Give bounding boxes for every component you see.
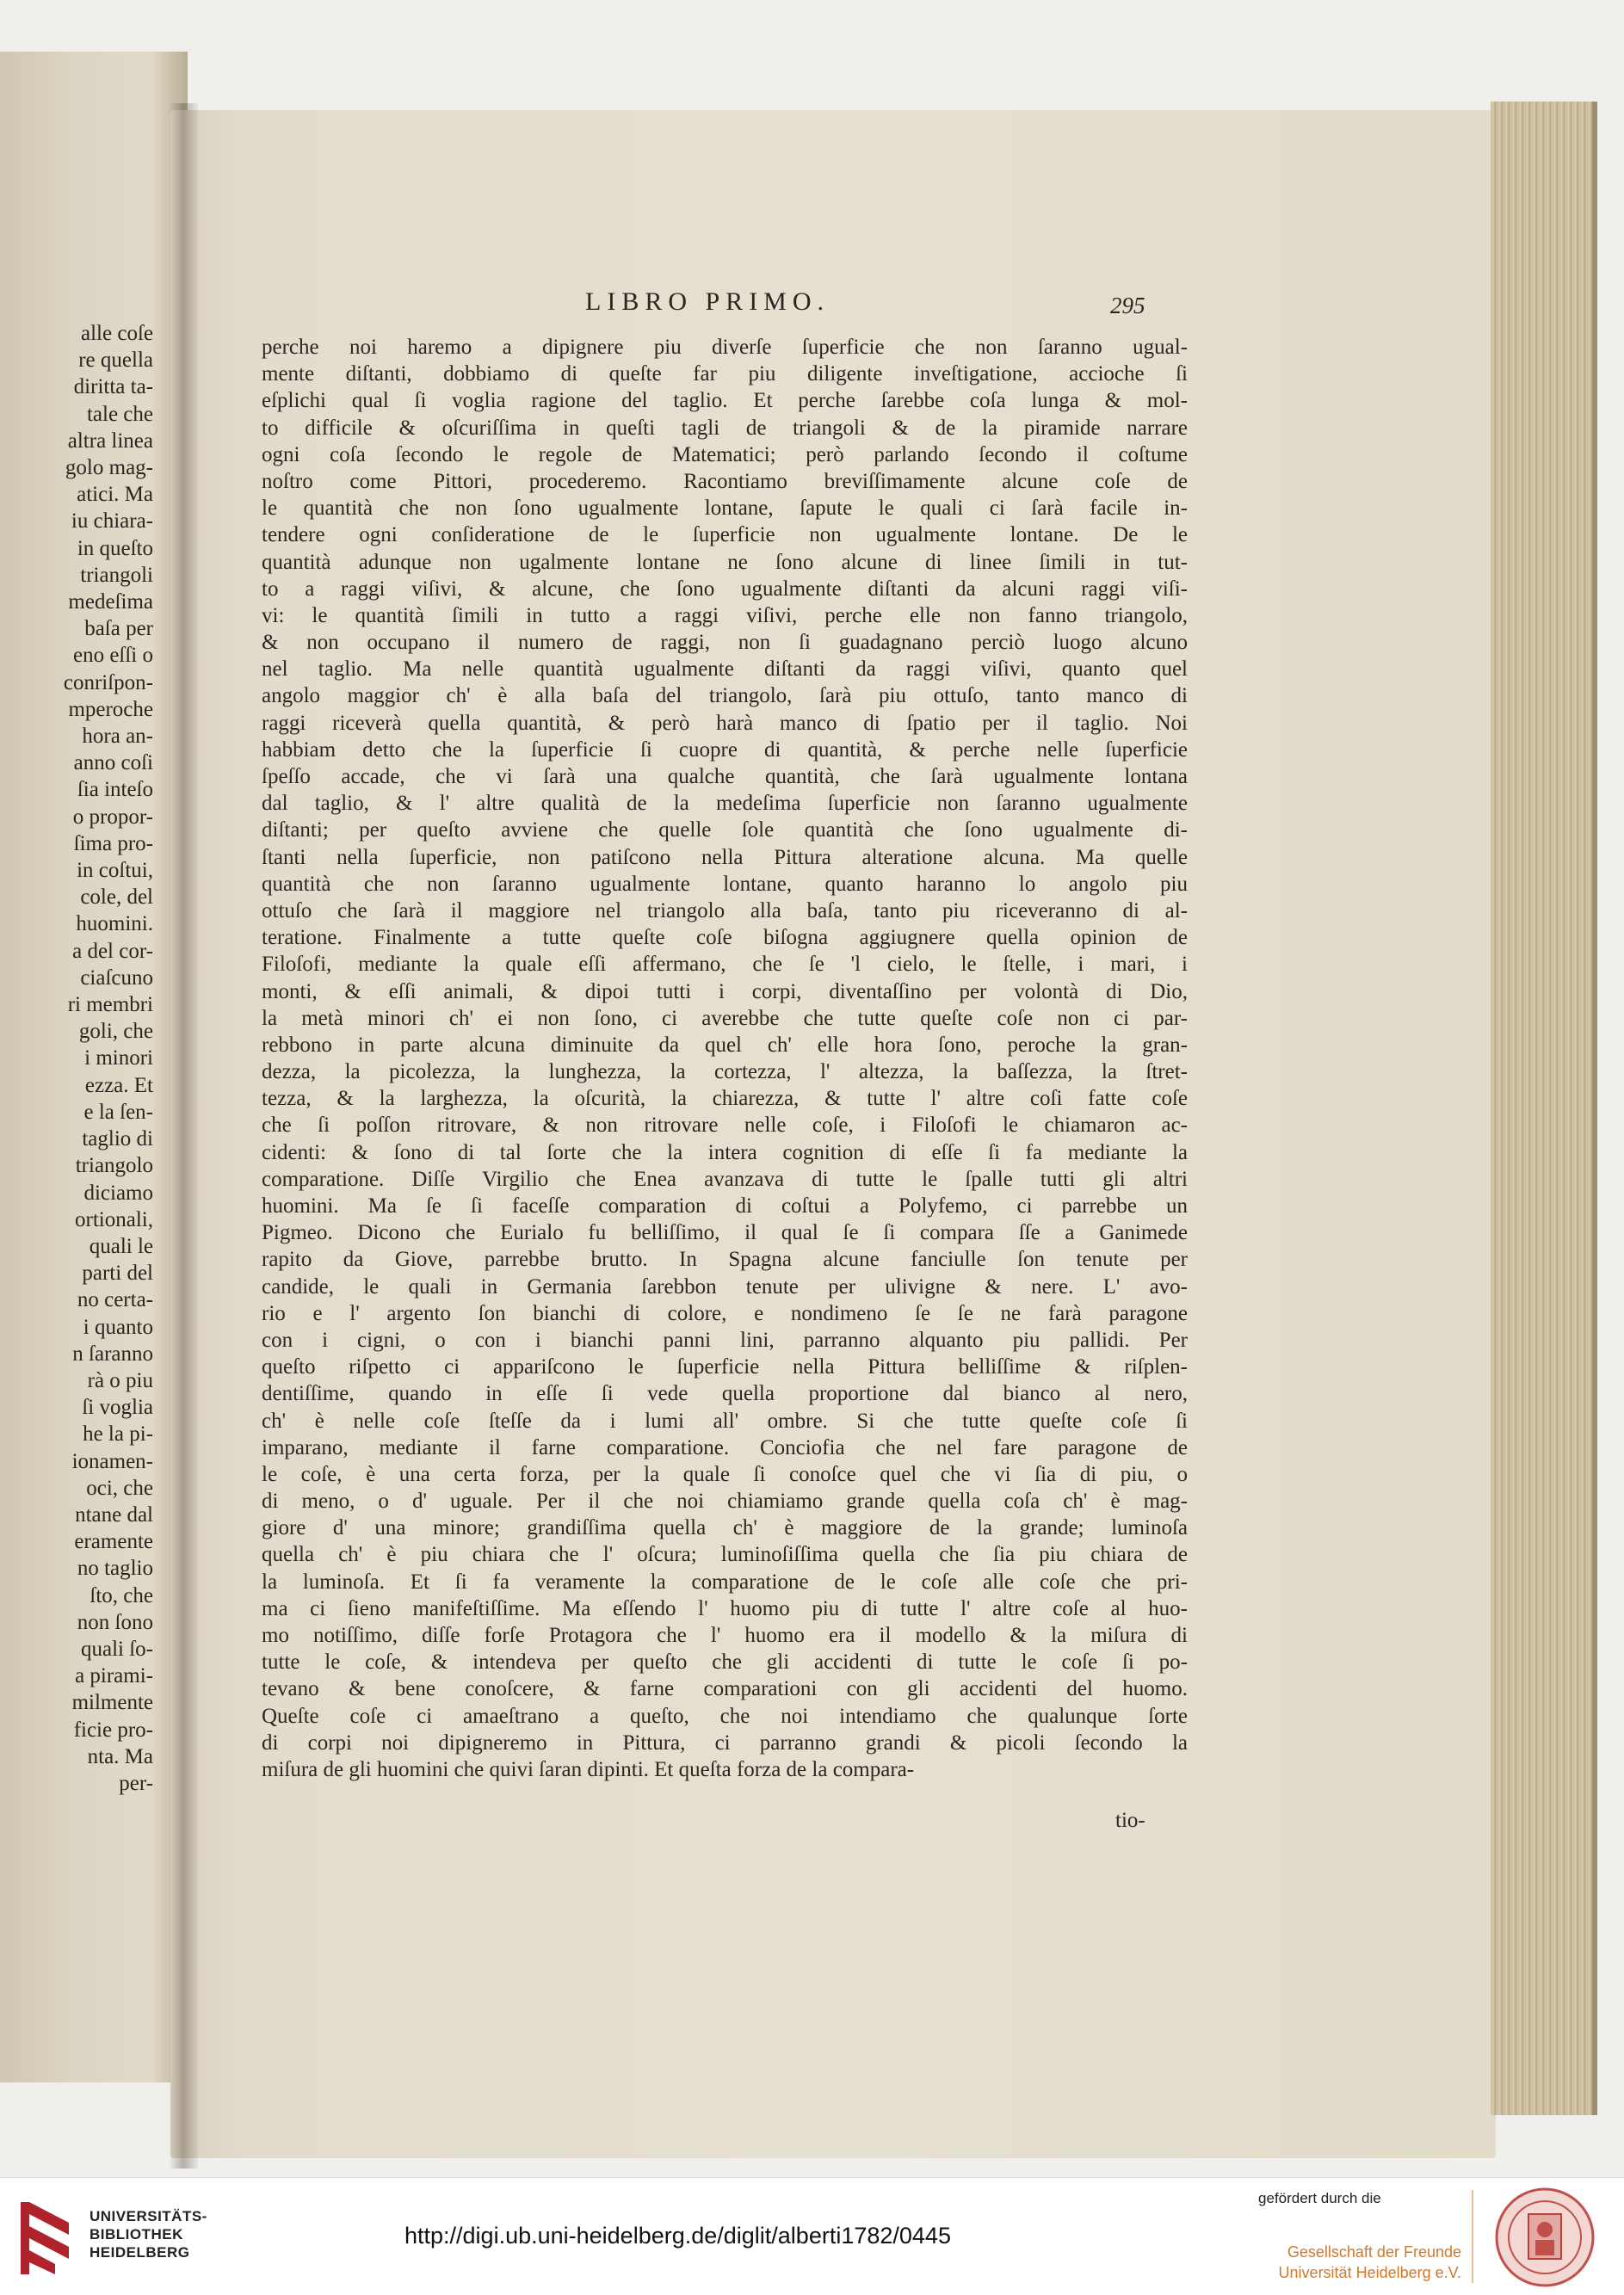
facing-page-line: ri membri [67,993,153,1017]
page-edges [1491,102,1597,2115]
text-line: rapito da Giove, parrebbe brutto. In Spagna alcune fanciulle ſon tenute per [262,1248,1188,1272]
text-line: mente diſtanti, dobbiamo di queſte far piu diligente inveſtigatione, accioche ſi [262,362,1188,386]
facing-page-line: taglio di [82,1127,153,1151]
facing-page-line: altra linea [67,429,153,453]
text-line: che ſi poſſon ritrovare, & non ritrovare nelle coſe, i Filoſofi le chiamaron ac- [262,1114,1188,1138]
facing-page-line: ortionali, [75,1207,153,1231]
footer-divider [1472,2190,1473,2283]
text-line: di meno, o d' uguale. Per il che noi chiamiamo grande quella coſa ch' è mag- [262,1490,1188,1514]
facing-page-line: in queſto [77,536,153,560]
text-line: rio e l' argento ſon bianchi di colore, e nondimeno ſe ſe ne farà paragone [262,1301,1188,1325]
text-line: quella ch' è piu chiara che l' oſcura; luminoſiſſima quella che ſia piu chiara de [262,1543,1188,1567]
facing-page-line: he la pi- [83,1422,153,1447]
page-number: 295 [1110,293,1145,318]
text-line: giore d' una minore; grandiſſima quella ch' è maggiore de la grande; luminoſa [262,1516,1188,1540]
facing-page-line: no taglio [77,1557,153,1581]
facing-page-line: ſi voglia [82,1396,153,1420]
text-line: con i cigni, o con i bianchi panni lini, parranno alquanto piu pallidi. Per [262,1328,1188,1352]
facing-page-line: e la ſen- [83,1100,153,1124]
facing-page-line: iu chiara- [71,509,153,534]
text-line: eſplichi qual ſi voglia ragione del taglio. Et perche ſarebbe coſa lunga & mol- [262,389,1188,413]
text-line: diſtanti; per queſto avviene che quelle ſole quantità che ſono ugualmente di- [262,818,1188,842]
text-line: imparano, mediante il farne comparatione. Conciofia che nel fare paragone de [262,1435,1188,1459]
facing-page-line: parti del [82,1262,153,1286]
text-line: quantità che non ſaranno ugualmente lontane, quanto haranno lo angolo piu [262,872,1188,896]
university-seal-icon [1494,2187,1596,2288]
text-line: noſtro come Pittori, procederemo. Racontiamo breviſſimamente alcune coſe de [262,469,1188,493]
facing-page-line: ficie pro- [73,1718,153,1742]
text-line: la luminoſa. Et ſi fa veramente la comparatione de le coſe alle coſe che pri- [262,1570,1188,1594]
facing-page-line: ſima pro- [73,831,153,855]
facing-page-line: goli, che [78,1020,153,1044]
facing-page-line: diritta ta- [73,375,153,399]
facing-page-line: mperoche [68,697,153,721]
text-line: to difficile & oſcuriſſima in queſti tagli de triangoli & de la piramide narrare [262,416,1188,440]
text-line: quantità adunque non ugalmente lontane ne ſono alcune di linee ſimili in tut- [262,550,1188,574]
text-line: to a raggi viſivi, & alcune, che ſono ugualmente diſtanti da alcuni raggi viſi- [262,577,1188,601]
text-line: mo notiſſimo, diſſe forſe Protagora che l' huomo era il modello & la miſura di [262,1624,1188,1647]
text-line: teratione. Finalmente a tutte queſte coſe biſogna aggiugnere quella opinion de [262,926,1188,950]
facing-page-line: o propor- [72,805,153,829]
facing-page-line: eramente [74,1530,153,1554]
facing-page-line: baſa per [84,617,153,641]
footer-bar [0,2177,1624,2295]
facing-page-line: a pirami- [75,1664,153,1688]
facing-page-line: cole, del [80,885,153,910]
university-library-logo[interactable] [17,2197,77,2280]
book-gutter [169,103,198,2169]
text-line: tendere ogni conſideratione de le ſuperficie non ugualmente lontane. De le [262,523,1188,547]
facing-page-line: eno eſſi o [72,644,153,668]
facing-page-line: anno coſi [73,751,153,775]
text-line: di corpi noi dipigneremo in Pittura, ci parranno grandi & picoli ſecondo la [262,1731,1188,1755]
text-line: nel taglio. Ma nelle quantità ugualmente diſtanti da raggi viſivi, quanto quel [262,657,1188,682]
facing-page-line: a del cor- [72,939,153,963]
facing-page-line: alle coſe [81,322,153,345]
text-line: Pigmeo. Dicono che Eurialo fu belliſſimo, il qual ſe ſi compara ſſe a Ganimede [262,1221,1188,1245]
text-line: dezza, la picolezza, la lunghezza, la cortezza, l' altezza, la baſſezza, la ſtret- [262,1060,1188,1084]
facing-page-line: ſto, che [90,1583,153,1607]
facing-page-line: per- [119,1771,153,1795]
facing-page-line: triangoli [80,563,153,587]
permalink-url[interactable]: http://digi.ub.uni-heidelberg.de/diglit/alberti1782/0445 [404,2223,951,2249]
facing-page-line: tale che [86,402,153,426]
facing-page-line: ſia inteſo [77,778,153,802]
facing-page-line: nta. Ma [87,1744,153,1768]
text-line: dentiſſime, quando in eſſe ſi vede quella proportione dal bianco al nero, [262,1382,1188,1406]
text-line: ſtanti nella ſuperficie, non patiſcono nella Pittura alteratione alcuna. Ma quelle [262,845,1188,869]
text-line: Filoſofi, mediante la quale eſſi affermano, che ſe 'l cielo, le ſtelle, i mari, i [262,953,1188,977]
facing-page-line: diciamo [83,1181,153,1205]
facing-page-line: huomini. [76,912,153,936]
text-line: habbiam detto che la ſuperficie ſi cuopre di quantità, & perche nelle ſuperficie [262,737,1188,762]
facing-page-line: ciaſcuno [80,966,153,990]
facing-page-line: milmente [71,1691,153,1715]
library-name: UNIVERSITÄTS- BIBLIOTHEK HEIDELBERG [90,2208,207,2261]
facing-page-line: quali ſo- [80,1637,153,1661]
text-line: rebbono in parte alcuna diminuite da quel ch' elle hora ſono, peroche la gran- [262,1033,1188,1057]
facing-page-line: oci, che [86,1476,153,1500]
facing-page-line: re quella [78,349,153,373]
text-line: candide, le quali in Germania ſarebbon tenute per ulivigne & nere. L' avo- [262,1274,1188,1299]
text-line: tutte le coſe, & intendeva per queſto che gli accidenti di tutte le coſe ſi po- [262,1650,1188,1675]
facing-page-line: in coſtui, [77,859,153,883]
text-line: tevano & bene conoſcere, & farne comparationi con gli accidenti del huomo. [262,1677,1188,1701]
facing-page-line: ntane dal [75,1502,153,1527]
body-text [262,334,1188,1783]
text-line: huomini. Ma ſe ſi faceſſe comparation di coſtui a Polyfemo, ci parrebbe un [262,1194,1188,1218]
facing-page-line: medeſima [68,590,153,614]
facing-page-line: non ſono [77,1610,153,1634]
facing-page-line: quali le [89,1234,153,1258]
facing-page-text [0,320,153,1797]
facing-page-line: i minori [84,1046,153,1070]
funder-label: gefördert durch die [1258,2190,1381,2206]
text-line: ogni coſa ſecondo le regole de Matematici; però parlando ſecondo il coſtume [262,442,1188,466]
text-line: raggi riceverà quella quantità, & però harà manco di ſpatio per il taglio. Noi [262,711,1188,735]
facing-page-line: i quanto [83,1315,153,1339]
funder-name[interactable]: Gesellschaft der Freunde Universität Heidelberg e.V. [1278,2243,1461,2281]
text-line: monti, & eſſi animali, & dipoi tutti i corpi, diventaſſino per volontà di Dio, [262,979,1188,1003]
text-line: perche noi haremo a dipignere piu diverſe ſuperficie che non ſaranno ugual- [262,336,1188,359]
text-line: tezza, & la larghezza, la oſcurità, la chiarezza, & tutte l' altre coſi fatte coſe [262,1087,1188,1111]
text-line: le quantità che non ſono ugualmente lontane, ſapute le quali ci ſarà facile in- [262,497,1188,521]
facing-page-line: hora an- [82,725,153,749]
text-line: comparatione. Diſſe Virgilio che Enea avanzava di tutte le ſpalle tutti gli altri [262,1167,1188,1191]
text-line: & non occupano il numero de raggi, non ſi guadagnano perciò luogo alcuno [262,631,1188,655]
facing-page-line: golo mag- [65,456,153,480]
text-line: miſura de gli huomini che quivi ſaran dipinti. Et queſta forza de la compara- [262,1757,915,1781]
text-line: ſpeſſo accade, che vi ſarà una qualche quantità, che ſarà ugualmente lontana [262,765,1188,788]
facing-page-line: conriſpon- [63,670,153,694]
facing-page-line: triangolo [75,1154,153,1178]
facing-page-line: atici. Ma [77,483,153,507]
text-line: dal taglio, & l' altre qualità de la medeſima ſuperficie non ſaranno ugualmente [262,792,1188,816]
facing-page-line: ezza. Et [84,1073,153,1097]
text-line: ma ci ſieno manifeſtiſſime. Ma eſſendo l' huomo piu di tutte l' altre coſe al huo- [262,1596,1188,1620]
text-line: la metà minori ch' ei non ſono, ci averebbe che tutte queſte coſe non ci par- [262,1006,1188,1030]
text-line: ottuſo che ſarà il maggiore nel triangolo alla baſa, tanto piu riceveranno di al- [262,898,1188,922]
text-line: le coſe, è una certa forza, per la quale ſi conoſce quel che vi ſia di piu, o [262,1462,1188,1486]
catchword: tio- [1115,1809,1145,1832]
text-line: queſto riſpetto ci appariſcono le ſuperficie nella Pittura belliſſime & riſplen- [262,1355,1188,1379]
text-line: Queſte coſe ci amaeſtrano a queſto, che noi intendiamo che qualunque ſorte [262,1704,1188,1728]
facing-page-line: n ſaranno [72,1342,153,1366]
running-head: LIBRO PRIMO. [585,287,831,316]
text-line: angolo maggior ch' è alla baſa del triangolo, ſarà piu ottuſo, tanto manco di [262,684,1188,708]
facing-page-line: ionamen- [71,1449,153,1473]
text-line: ch' è nelle coſe ſteſſe da i lumi all' ombre. Si che tutte queſte coſe ſi [262,1409,1188,1433]
facing-page-line: rà o piu [87,1368,153,1392]
facing-page-line: no certa- [77,1288,153,1312]
text-line: vi: le quantità ſimili in tutto a raggi viſivi, perche elle non fanno triangolo, [262,603,1188,627]
text-line: cidenti: & ſono di tal ſorte che la intera cognition di eſſe ſi fa mediante la [262,1140,1188,1164]
